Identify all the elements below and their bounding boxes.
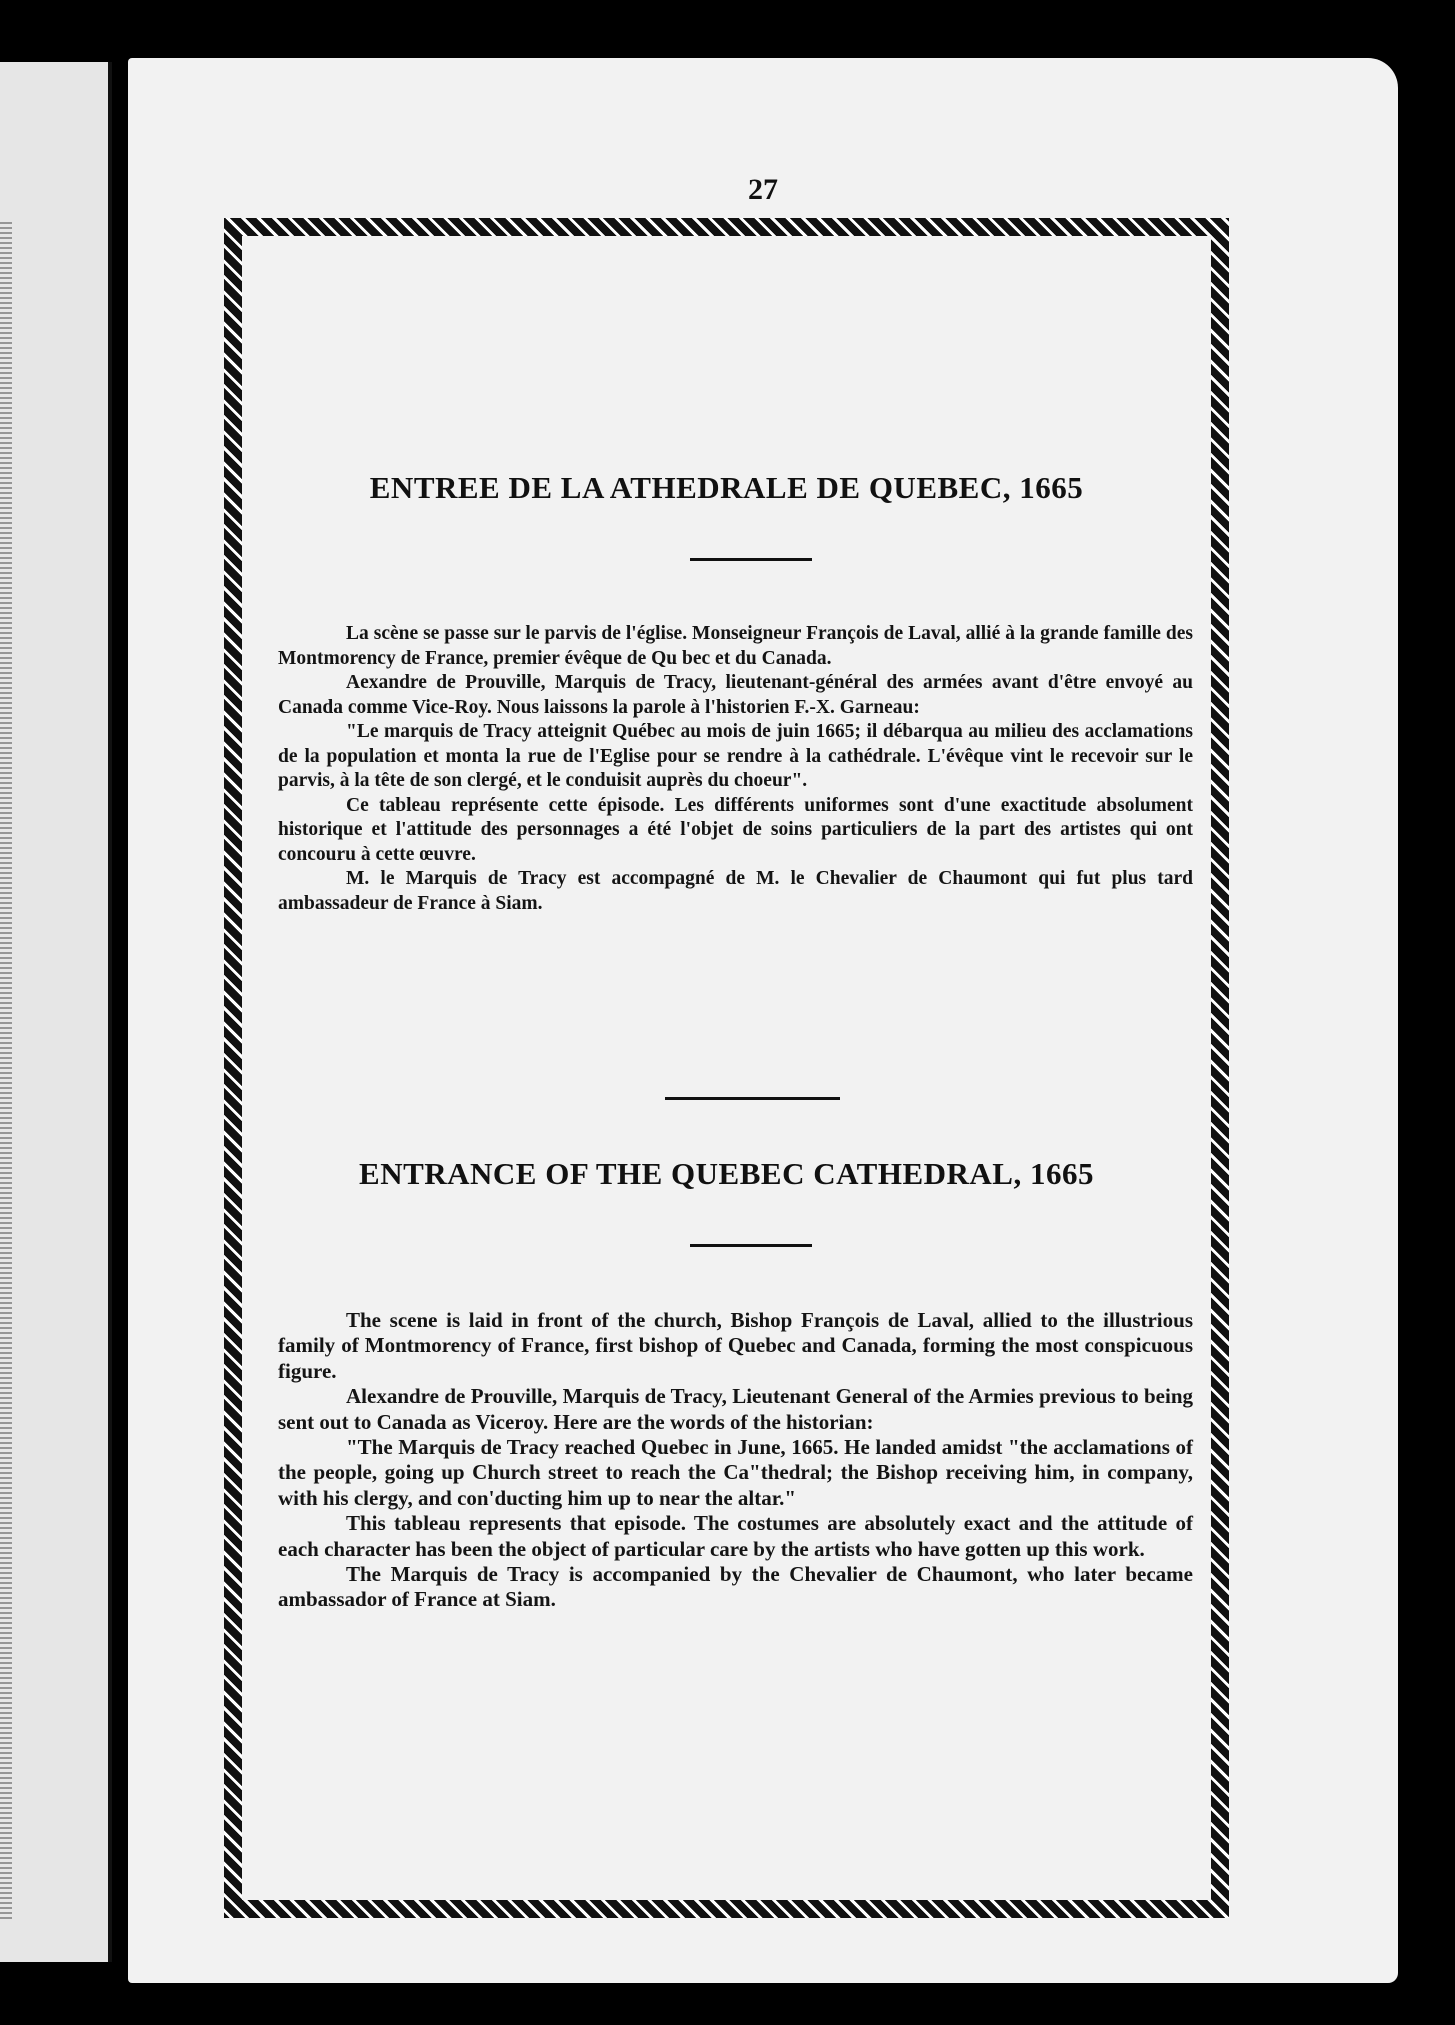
french-paragraph: La scène se passe sur le parvis de l'église. Monseigneur François de Laval, allié à la grande famille des Montmorency de France, premier évêque de Qu bec et du Canada. xyxy=(278,623,1193,669)
page-number: 27 xyxy=(748,173,778,206)
frame-content xyxy=(260,254,1193,1882)
french-paragraph: "Le marquis de Tracy atteignit Québec au mois de juin 1665; il débarqua au milieu des acclamations de la population et monta la rue de l'Eglise pour se rendre à la cathédrale. L'évêque vint le recevoir sur le parvis, à la tête de son clergé, et le conduisit auprès du choeur". xyxy=(278,721,1193,791)
decorative-border-frame xyxy=(224,218,1229,1918)
english-heading-rule xyxy=(690,1244,812,1247)
english-paragraph: The Marquis de Tracy is accompanied by the Chevalier de Chaumont, who later became ambassador of France at Siam. xyxy=(278,1562,1193,1612)
english-text xyxy=(278,1308,1193,1613)
english-paragraph: Alexandre de Prouville, Marquis de Tracy, Lieutenant General of the Armies previous to being sent out to Canada as Viceroy. Here are the words of the historian: xyxy=(278,1384,1193,1434)
english-paragraph: "The Marquis de Tracy reached Quebec in June, 1665. He landed amidst "the acclamations of the people, going up Church street to reach the Ca"thedral; the Bishop receiving him, in company, with his clergy, and con'ducting him up to near the altar." xyxy=(278,1435,1193,1510)
french-paragraph: Ce tableau représente cette épisode. Les différents uniformes sont d'une exactitude absolument historique et l'attitude des personnages a été l'objet de soins particuliers de la part des artistes qui ont concouru à cette œuvre. xyxy=(278,794,1193,865)
french-text xyxy=(278,622,1193,916)
english-heading: ENTRANCE OF THE QUEBEC CATHEDRAL, 1665 xyxy=(359,1156,1094,1191)
left-page-text-edge xyxy=(0,222,12,1922)
french-heading: ENTREE DE LA ATHEDRALE DE QUEBEC, 1665 xyxy=(369,470,1084,505)
document-page xyxy=(128,58,1398,1983)
french-paragraph: M. le Marquis de Tracy est accompagné de M. le Chevalier de Chaumont qui fut plus tard ambassadeur de France à Siam. xyxy=(278,868,1193,914)
left-page-edge xyxy=(0,62,112,1962)
section-divider-rule xyxy=(665,1097,840,1100)
english-paragraph: The scene is laid in front of the church, Bishop François de Laval, allied to the illustrious family of Montmorency of France, first bishop of Quebec and Canada, forming the most conspicuous figure. xyxy=(278,1308,1193,1383)
english-paragraph: This tableau represents that episode. The costumes are absolutely exact and the attitude of each character has been the object of particular care by the artists who have gotten up this work. xyxy=(278,1511,1193,1561)
french-heading-rule xyxy=(690,558,812,561)
french-paragraph: Aexandre de Prouville, Marquis de Tracy, lieutenant-général des armées avant d'être envoyé au Canada comme Vice-Roy. Nous laissons la parole à l'historien F.-X. Garneau: xyxy=(278,672,1193,718)
